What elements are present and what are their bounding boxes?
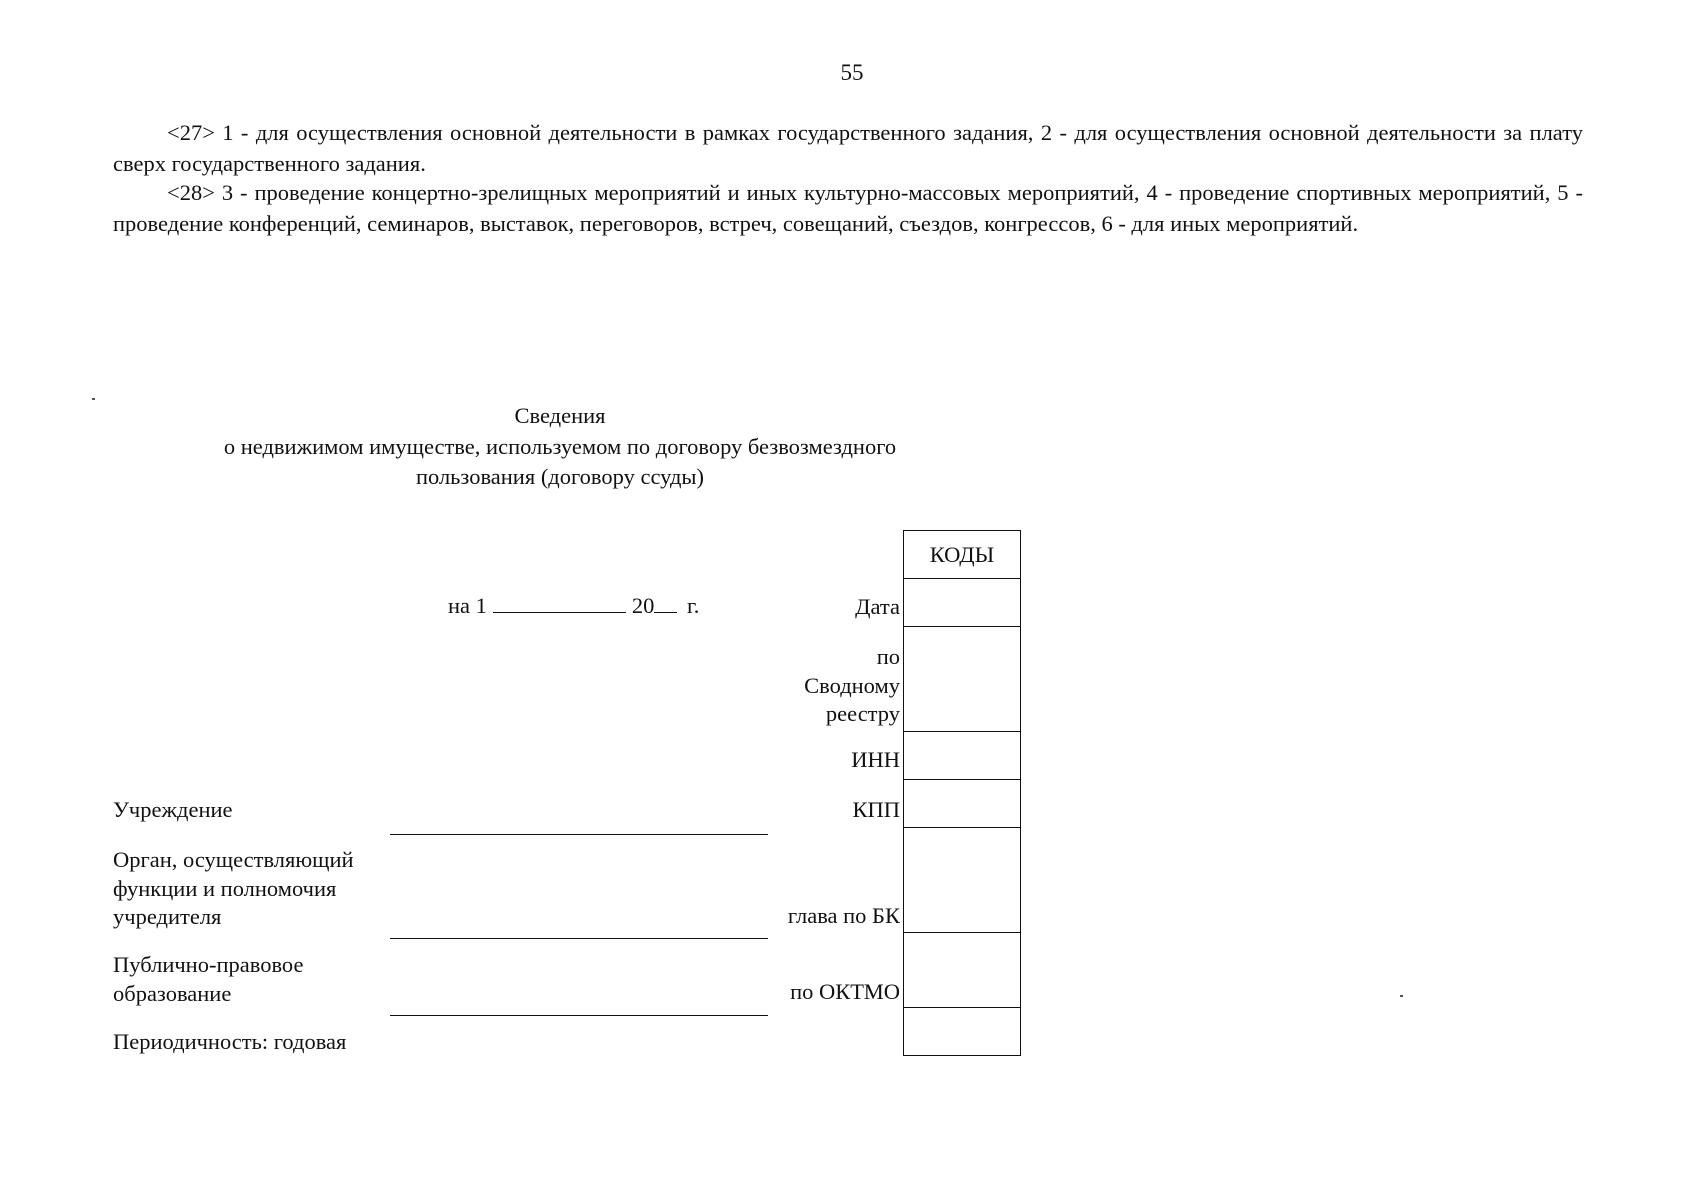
label-reestr	[804, 643, 900, 729]
label-glava: глава по БК	[787, 903, 900, 928]
label-oktmo: по ОКТМО	[790, 979, 900, 1004]
code-cell-glava[interactable]	[904, 828, 1021, 933]
label-date: Дата	[855, 594, 900, 619]
codes-table	[903, 530, 1021, 1056]
report-date-line	[448, 592, 699, 620]
scan-speck	[92, 398, 95, 400]
code-cell-date[interactable]	[904, 579, 1021, 627]
label-organ-line-1: Орган, осуществляющий	[113, 847, 354, 872]
year-prefix: 20	[631, 593, 655, 618]
label-organ-line-3: учредителя	[113, 904, 222, 929]
institution-line[interactable]	[390, 834, 768, 835]
code-cell-periodicity[interactable]	[904, 1008, 1021, 1056]
label-public-entity	[113, 951, 303, 1008]
label-periodicity: Периодичность: годовая	[113, 1029, 347, 1054]
page-number: 55	[840, 60, 864, 85]
year-blank[interactable]	[654, 594, 677, 613]
label-institution: Учреждение	[113, 797, 233, 822]
footnote-27: <27> 1 - для осуществления основной деятельности в рамках государственного задания, 2 - для осуществления основной деятельности за плату сверх государственного задания.	[113, 120, 1583, 176]
label-reestr-line-3: реестру	[825, 701, 900, 726]
month-blank[interactable]	[493, 594, 626, 613]
label-organ-line-2: функции и полномочия	[113, 875, 337, 901]
form-title-line-2: о недвижимом имуществе, используемом по договору безвозмездного	[223, 433, 897, 459]
public-entity-line[interactable]	[390, 1015, 768, 1016]
organ-line[interactable]	[390, 938, 768, 939]
code-cell-inn[interactable]	[904, 732, 1021, 780]
date-prefix: на 1	[448, 593, 487, 618]
code-cell-kpp[interactable]	[904, 780, 1021, 828]
year-suffix: г.	[687, 593, 700, 618]
footnote-28: <28> 3 - проведение концертно-зрелищных мероприятий и иных культурно-массовых мероприятий, 4 - проведение спортивных мероприятий, 5 - проведение конференций, семинаров, выставок, переговоров, встреч, совещаний, съездов, конгрессов, 6 - для иных мероприятий.	[113, 180, 1583, 236]
label-public-line-1: Публично-правовое	[113, 952, 304, 977]
code-cell-oktmo[interactable]	[904, 933, 1021, 1008]
label-reestr-line-1: по	[876, 644, 900, 669]
label-inn: ИНН	[851, 747, 900, 772]
form-title-line-3: пользования (договору ссуды)	[415, 464, 705, 489]
code-cell-reestr[interactable]	[904, 627, 1021, 732]
scan-speck	[1400, 995, 1403, 997]
form-title	[160, 401, 960, 493]
label-reestr-line-2: Сводному	[804, 672, 900, 698]
label-organ	[113, 846, 354, 932]
label-kpp: КПП	[852, 797, 900, 822]
form-title-line-1: Сведения	[514, 403, 606, 428]
label-public-line-2: образование	[113, 980, 232, 1006]
codes-header: КОДЫ	[904, 531, 1021, 579]
